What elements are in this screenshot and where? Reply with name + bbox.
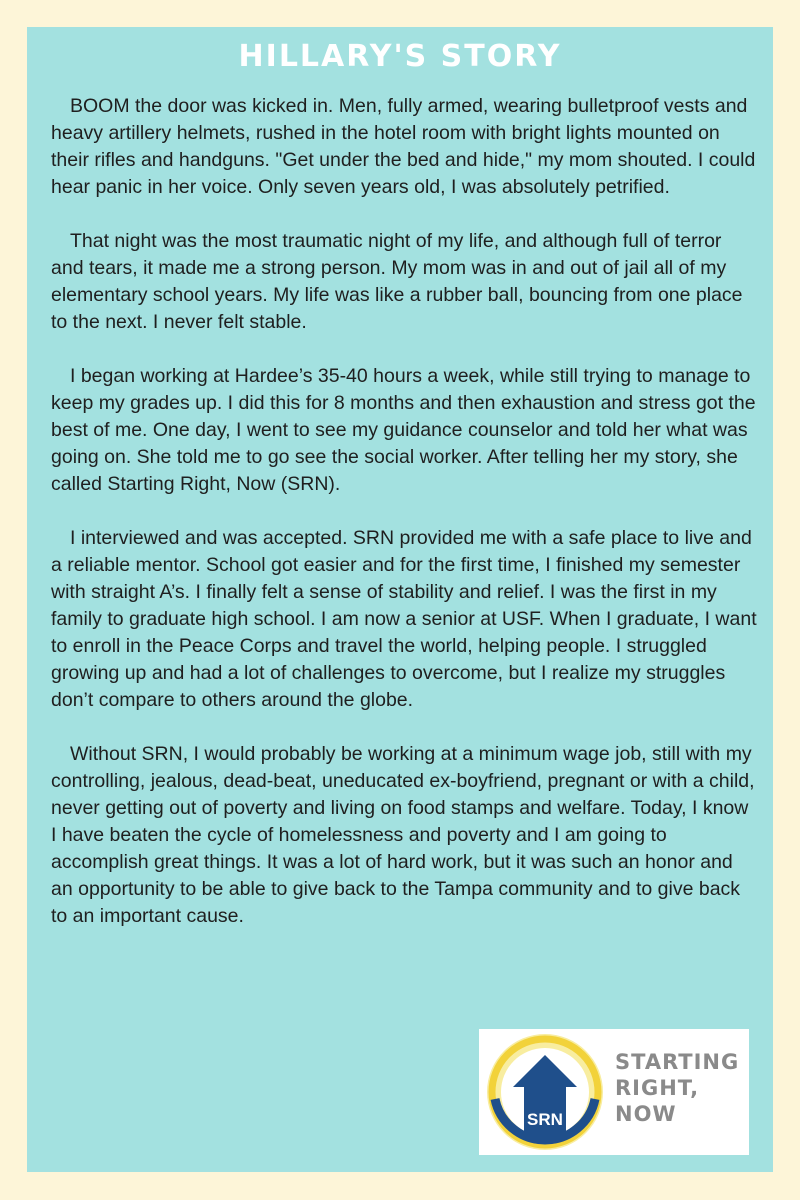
logo-word: NOW [615,1102,677,1126]
story-panel [27,27,773,1172]
page-title: HILLARY'S STORY [238,39,562,74]
story-paragraph: I interviewed and was accepted. SRN provided me with a safe place to live and a reliable mentor. School got easier and for the first time, I finished my semester with straight A’s. I finally felt a sense of stability and relief. I was the first in my family to graduate high school. I am now a senior at USF. When I graduate, I want to enroll in the Peace Corps and travel the world, helping people. I struggled growing up and had a lot of challenges to overcome, but I realize my struggles don’t compare to others around the globe. [51,527,757,711]
story-paragraph: I began working at Hardee’s 35-40 hours a week, while still trying to manage to keep my grades up. I did this for 8 months and then exhaustion and stress got the best of me. One day, I went to see my guidance counselor and told her what was going on. She told me to go see the social worker. After telling her my story, she called Starting Right, Now (SRN). [51,365,756,495]
story-paragraph: That night was the most traumatic night of my life, and although full of terror and tears, it made me a strong person. My mom was in and out of jail all of my elementary school years. My life was like a rubber ball, bouncing from one place to the next. I never felt stable. [51,230,743,333]
logo-wordmark [615,1049,747,1127]
logo-monogram: SRN [527,1110,563,1129]
logo-word: STARTING [615,1050,740,1074]
srn-logo [479,1029,749,1155]
story-paragraph: Without SRN, I would probably be working at a minimum wage job, still with my controlling, jealous, dead-beat, uneducated ex-boyfriend, pregnant or with a child, never getting out of poverty and living on food stamps and welfare. Today, I know I have beaten the cycle of homelessness and poverty and I am going to accomplish great things. It was a lot of hard work, but it was such an honor and an opportunity to be able to give back to the Tampa community and to give back to an important cause. [51,743,755,927]
logo-word: RIGHT, [615,1076,700,1100]
house-in-sun-icon [479,1029,615,1155]
story-body [51,93,759,957]
story-paragraph: BOOM the door was kicked in. Men, fully armed, wearing bulletproof vests and heavy artillery helmets, rushed in the hotel room with bright lights mounted on their rifles and handguns. "Get under the bed and hide," my mom shouted. I could hear panic in her voice. Only seven years old, I was absolutely petrified. [51,95,756,198]
